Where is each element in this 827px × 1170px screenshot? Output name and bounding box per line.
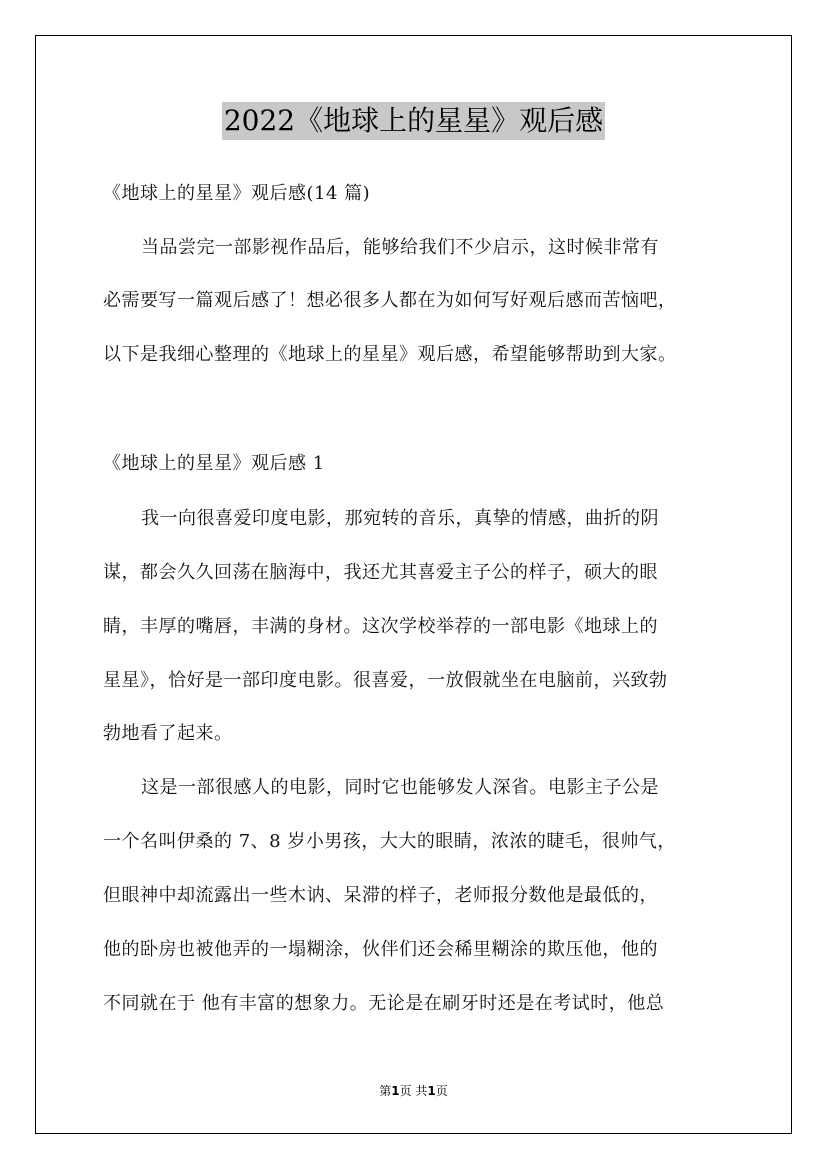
paragraph-line: 谋，都会久久回荡在脑海中，我还尤其喜爱主子公的样子，硕大的眼 (103, 562, 658, 583)
footer-mid: 页 共 (399, 1084, 428, 1098)
page-footer (0, 1083, 827, 1099)
footer-suffix: 页 (435, 1084, 448, 1098)
intro-line: 以下是我细心整理的《地球上的星星》观后感，希望能够帮助到大家。 (103, 344, 677, 365)
section-heading: 《地球上的星星》观后感 1 (103, 453, 325, 474)
paragraph-line: 但眼神中却流露出一些木讷、呆滞的样子，老师报分数他是最低的， (103, 885, 658, 906)
title-container (0, 102, 827, 140)
paragraph-line: 我一向很喜爱印度电影，那宛转的音乐，真挚的情感，曲折的阴 (141, 508, 659, 529)
document-subtitle: 《地球上的星星》观后感(14 篇) (103, 183, 371, 204)
paragraph-line: 睛，丰厚的嘴唇，丰满的身材。这次学校举荐的一部电影《地球上的 (103, 616, 658, 637)
footer-total-pages: 1 (427, 1084, 436, 1098)
paragraph-line: 勃地看了起来。 (103, 723, 233, 744)
intro-line: 必需要写一篇观后感了！想必很多人都在为如何写好观后感而苦恼吧， (103, 290, 677, 311)
document-title: 2022《地球上的星星》观后感 (222, 102, 605, 140)
intro-line: 当品尝完一部影视作品后，能够给我们不少启示，这时候非常有 (141, 237, 659, 258)
paragraph-line: 一个名叫伊桑的 7、8 岁小男孩，大大的眼睛，浓浓的睫毛，很帅气， (103, 831, 676, 852)
paragraph-line: 星星》，恰好是一部印度电影。很喜爱，一放假就坐在电脑前，兴致勃 (103, 670, 668, 691)
footer-prefix: 第 (379, 1084, 392, 1098)
paragraph-line: 不同就在于 他有丰富的想象力。无论是在刷牙时还是在考试时，他总 (103, 993, 665, 1014)
footer-page-number: 1 (391, 1084, 400, 1098)
paragraph-line: 他的卧房也被他弄的一塌糊涂，伙伴们还会稀里糊涂的欺压他，他的 (103, 939, 658, 960)
paragraph-line: 这是一部很感人的电影，同时它也能够发人深省。电影主子公是 (141, 777, 659, 798)
